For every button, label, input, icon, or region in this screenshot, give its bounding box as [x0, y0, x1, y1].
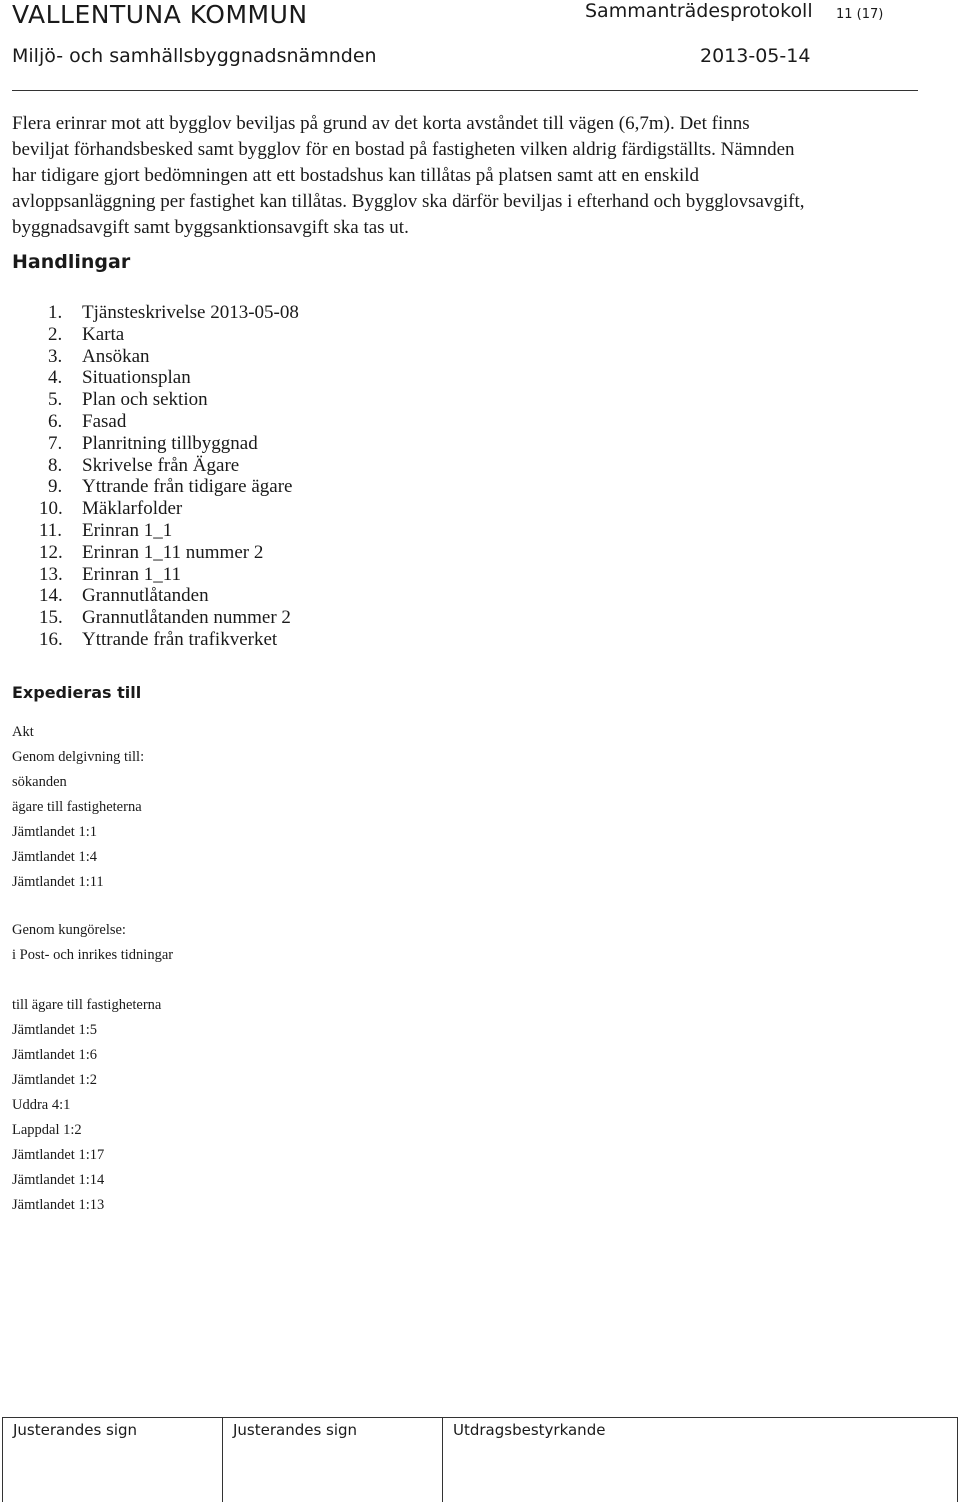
distribution-item: Genom kungörelse: [12, 922, 126, 938]
distribution-item: Jämtlandet 1:11 [12, 874, 104, 890]
paragraph-line: Flera erinrar mot att bygglov beviljas på grund av det korta avståndet till vägen (6,7m). Det finns [12, 113, 750, 134]
list-item: 14. Grannutlåtanden [39, 585, 209, 607]
paragraph-line: byggnadsavgift samt byggsanktionsavgift ska tas ut. [12, 217, 409, 238]
list-item: 10. Mäklarfolder [39, 498, 183, 520]
distribution-item: Jämtlandet 1:2 [12, 1072, 97, 1088]
list-item: 4. Situationsplan [48, 367, 191, 389]
list-item: 2. Karta [48, 323, 125, 345]
distribution-item: Jämtlandet 1:14 [12, 1172, 105, 1188]
handlingar-heading: Handlingar [12, 251, 131, 273]
distribution-item: Lappdal 1:2 [12, 1122, 82, 1138]
paragraph-line: har tidigare gjort bedömningen att ett bostadshus kan tillåtas på platsen samt att en enskild [12, 165, 700, 186]
distribution-item: Jämtlandet 1:1 [12, 824, 97, 840]
list-item: 9. Yttrande från tidigare ägare [48, 476, 293, 498]
list-item: 1. Tjänsteskrivelse 2013-05-08 [48, 302, 299, 323]
expedieras-heading: Expedieras till [12, 683, 142, 702]
list-item: 6. Fasad [48, 410, 127, 432]
distribution-item: till ägare till fastigheterna [12, 997, 162, 1013]
distribution-item: Genom delgivning till: [12, 749, 145, 765]
meeting-date: 2013-05-14 [700, 45, 811, 67]
list-item: 5. Plan och sektion [48, 389, 208, 411]
list-item: 12. Erinran 1_11 nummer 2 [39, 541, 264, 563]
distribution-item: Jämtlandet 1:5 [12, 1022, 97, 1038]
signature-box-2 [222, 1417, 442, 1502]
list-item: 13. Erinran 1_11 [39, 563, 182, 585]
list-item: 3. Ansökan [48, 345, 150, 367]
list-item: 11. Erinran 1_1 [39, 519, 173, 541]
signature-footer [0, 1417, 960, 1502]
distribution-item: Jämtlandet 1:6 [12, 1047, 97, 1063]
distribution-item: Akt [12, 724, 34, 740]
distribution-item: Jämtlandet 1:4 [12, 849, 97, 865]
page-number: 11 (17) [836, 7, 884, 22]
header-divider [12, 90, 918, 91]
certification-box [442, 1417, 958, 1502]
distribution-item: ägare till fastigheterna [12, 799, 142, 815]
documents-list [12, 302, 299, 651]
board-name: Miljö- och samhällsbyggnadsnämnden [12, 45, 377, 67]
distribution-item: sökanden [12, 774, 67, 790]
distribution-item: Uddra 4:1 [12, 1097, 71, 1113]
signature-label: Justerandes sign [233, 1421, 358, 1439]
distribution-item: Jämtlandet 1:13 [12, 1197, 105, 1213]
signature-label: Justerandes sign [13, 1421, 138, 1439]
organization-name: VALLENTUNA KOMMUN [12, 0, 308, 29]
certification-label: Utdragsbestyrkande [453, 1421, 606, 1439]
distribution-group [12, 993, 161, 1218]
body-paragraph [12, 111, 917, 241]
distribution-item: Jämtlandet 1:17 [12, 1147, 105, 1163]
list-item: 16. Yttrande från trafikverket [39, 628, 278, 650]
distribution-item: i Post- och inrikes tidningar [12, 947, 174, 963]
distribution-group [12, 720, 144, 895]
paragraph-line: beviljat förhandsbesked samt bygglov för en bostad på fastigheten vilken aldrig färdigställts. Nämnden [12, 139, 795, 160]
distribution-group [12, 918, 173, 968]
signature-box-1 [2, 1417, 222, 1502]
paragraph-line: avloppsanläggning per fastighet kan tillåtas. Bygglov ska därför beviljas i efterhand och bygglovsavgift, [12, 191, 805, 212]
list-item: 7. Planritning tillbyggnad [48, 432, 258, 454]
document-type: Sammanträdesprotokoll [585, 0, 813, 22]
list-item: 8. Skrivelse från Ägare [48, 454, 240, 476]
list-item: 15. Grannutlåtanden nummer 2 [39, 607, 291, 629]
